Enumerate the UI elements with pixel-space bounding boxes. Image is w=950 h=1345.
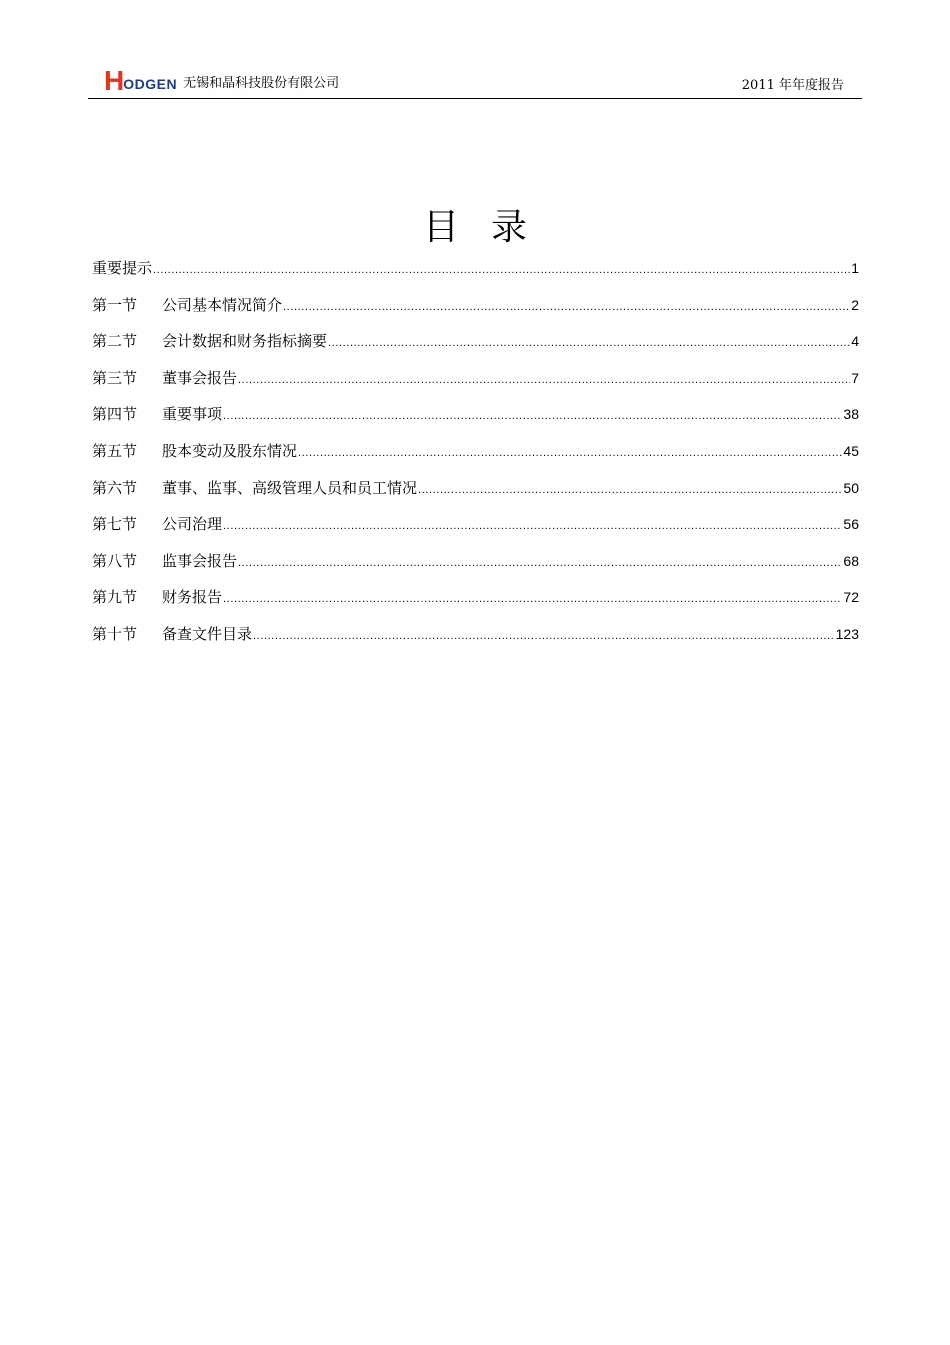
toc-entry[interactable] [92, 512, 859, 549]
toc-page-number: 50 [843, 479, 859, 496]
toc-dot-leader [283, 295, 850, 319]
toc-entry-title: 董事会报告 [162, 368, 238, 387]
toc-dot-leader [223, 404, 842, 428]
toc-section-number: 第十节 [92, 624, 138, 643]
toc-dot-leader [153, 258, 850, 282]
toc-section-number: 第三节 [92, 368, 138, 387]
toc-page-number: 45 [843, 442, 859, 459]
toc-entry-title: 股本变动及股东情况 [162, 441, 298, 460]
toc-page-number: 123 [835, 625, 859, 642]
toc-page-number: 72 [843, 589, 859, 606]
company-name: 无锡和晶科技股份有限公司 [183, 76, 340, 91]
toc-entry-title: 公司治理 [162, 515, 223, 534]
toc-dot-leader [238, 551, 842, 575]
toc-dot-leader [298, 441, 842, 465]
toc-section-number: 第九节 [92, 588, 138, 607]
toc-page-number: 1 [851, 260, 859, 276]
toc-entry[interactable] [92, 476, 859, 513]
toc-entry[interactable] [92, 329, 859, 366]
company-logo [104, 65, 340, 96]
toc-entry-title: 重要提示 [92, 259, 153, 277]
toc-entry-title: 监事会报告 [162, 551, 238, 570]
toc-dot-leader [223, 514, 842, 538]
toc-section-number: 第四节 [92, 405, 138, 424]
report-title: 2011 年年度报告 [741, 78, 844, 93]
toc-section-number: 第六节 [92, 478, 138, 497]
toc-dot-leader [328, 331, 850, 355]
toc-section-number: 第五节 [92, 441, 138, 460]
toc-page-number: 68 [843, 552, 859, 569]
toc-dot-leader [253, 624, 835, 648]
toc-page-number: 56 [843, 516, 859, 533]
toc-entry[interactable] [92, 366, 859, 403]
toc-entry[interactable] [92, 293, 859, 330]
page-header [88, 65, 862, 99]
toc-entry[interactable] [92, 439, 859, 476]
toc-dot-leader [223, 587, 842, 611]
toc-entry-title: 董事、监事、高级管理人员和员工情况 [162, 478, 418, 497]
toc-page-number: 7 [851, 369, 859, 386]
toc-dot-leader [418, 478, 842, 502]
toc-entry[interactable] [92, 256, 859, 293]
toc-section-number: 第一节 [92, 295, 138, 314]
toc-entry-title: 公司基本情况简介 [162, 295, 283, 314]
toc-entry-title: 财务报告 [162, 588, 223, 607]
toc-section-number: 第八节 [92, 551, 138, 570]
table-of-contents [92, 256, 859, 659]
toc-entry[interactable] [92, 622, 859, 659]
toc-entry[interactable] [92, 402, 859, 439]
toc-page-number: 2 [851, 296, 859, 313]
toc-entry-title: 会计数据和财务指标摘要 [162, 332, 328, 351]
toc-entry-title: 重要事项 [162, 405, 223, 424]
toc-dot-leader [238, 368, 850, 392]
toc-entry-title: 备查文件目录 [162, 624, 253, 643]
toc-page-number: 4 [851, 333, 859, 350]
toc-entry[interactable] [92, 585, 859, 622]
toc-heading: 目录 [422, 207, 559, 248]
toc-section-number: 第七节 [92, 515, 138, 534]
toc-page-number: 38 [843, 406, 859, 423]
toc-entry[interactable] [92, 549, 859, 586]
logo-wordmark: ODGEN [123, 76, 178, 92]
logo-letter-h: H [104, 65, 124, 96]
toc-section-number: 第二节 [92, 332, 138, 351]
